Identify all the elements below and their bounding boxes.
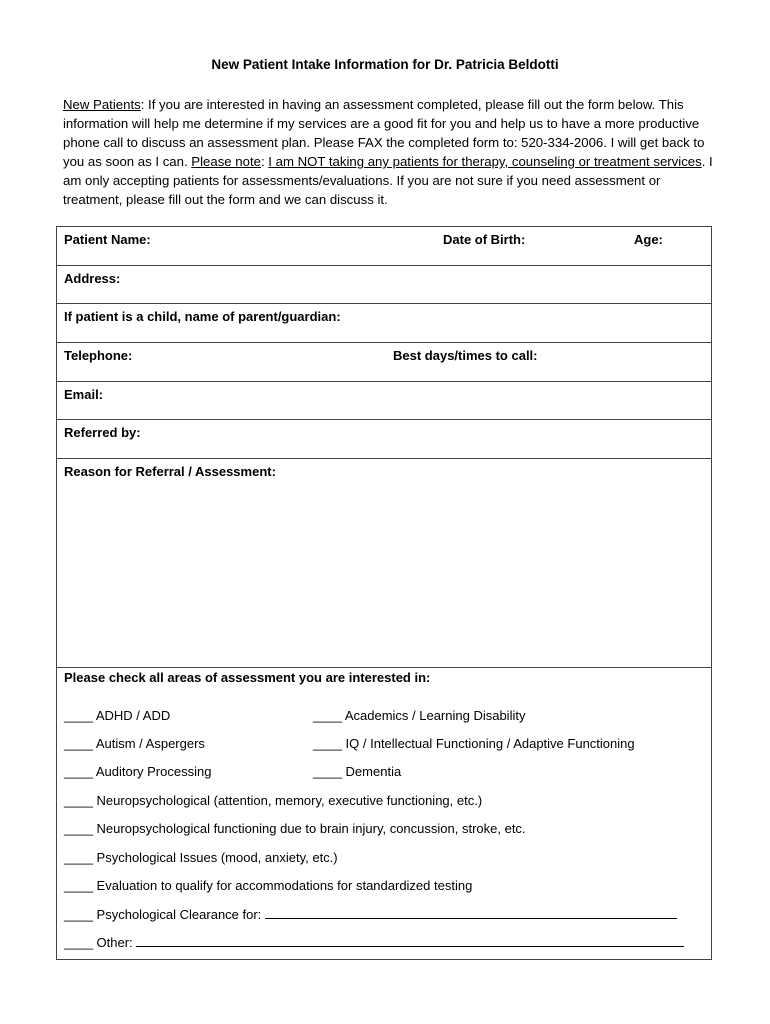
intake-form xyxy=(56,226,712,960)
check-label: Academics / Learning Disability xyxy=(344,708,526,723)
check-neuro[interactable] xyxy=(64,793,482,808)
telephone-label: Telephone: xyxy=(64,348,133,363)
check-blank: ____ xyxy=(64,708,93,723)
intro-colon: : xyxy=(260,154,269,169)
date-of-birth-label: Date of Birth: xyxy=(443,232,526,247)
email-label: Email: xyxy=(64,387,104,402)
new-patients-label: New Patients xyxy=(63,97,141,112)
check-label: Dementia xyxy=(345,764,402,779)
check-adhd[interactable] xyxy=(64,708,170,723)
row-address[interactable] xyxy=(57,266,711,304)
check-blank: ____ xyxy=(313,708,342,723)
referred-by-label: Referred by: xyxy=(64,425,141,440)
row-referred-by[interactable] xyxy=(57,420,711,459)
address-label: Address: xyxy=(64,271,121,286)
document-title: New Patient Intake Information for Dr. Patricia Beldotti xyxy=(211,57,559,72)
intro-text-1: : If you are interested in having an assessment completed, please fill out the form below. This information will help me determine if my services are a good fit for you and help us to have a more productive phone call to discuss an assessment plan. Please FAX the completed form to: 520-334-2006. I will get back to you as soon as I can. xyxy=(63,97,705,169)
check-blank: ____ xyxy=(64,821,93,836)
check-autism[interactable] xyxy=(64,736,205,751)
check-label: IQ / Intellectual Functioning / Adaptive Functioning xyxy=(345,736,635,751)
check-label: Auditory Processing xyxy=(95,764,212,779)
check-clearance[interactable] xyxy=(64,906,677,922)
check-label: Neuropsychological (attention, memory, executive functioning, etc.) xyxy=(96,793,483,808)
row-telephone[interactable] xyxy=(57,343,711,382)
other-fill-line[interactable] xyxy=(136,934,684,947)
check-label: Psychological Issues (mood, anxiety, etc.) xyxy=(96,850,338,865)
check-label: Psychological Clearance for: xyxy=(96,907,262,922)
patient-name-label: Patient Name: xyxy=(64,232,151,247)
row-parent-guardian[interactable] xyxy=(57,304,711,343)
check-other[interactable] xyxy=(64,934,684,950)
parent-guardian-label: If patient is a child, name of parent/guardian: xyxy=(64,309,341,324)
row-patient-name[interactable] xyxy=(57,227,711,266)
check-label: Evaluation to qualify for accommodations for standardized testing xyxy=(96,878,473,893)
check-blank: ____ xyxy=(64,736,93,751)
check-blank: ____ xyxy=(64,764,93,779)
check-blank: ____ xyxy=(64,935,93,950)
check-auditory[interactable] xyxy=(64,764,211,779)
check-psych-issues[interactable] xyxy=(64,850,338,865)
check-blank: ____ xyxy=(313,736,342,751)
best-times-label: Best days/times to call: xyxy=(393,348,538,363)
check-blank: ____ xyxy=(64,907,93,922)
check-accommodations[interactable] xyxy=(64,878,472,893)
check-blank: ____ xyxy=(64,850,93,865)
check-label: Autism / Aspergers xyxy=(95,736,205,751)
row-reason[interactable] xyxy=(57,459,711,668)
check-label: Other: xyxy=(96,935,133,950)
row-email[interactable] xyxy=(57,382,711,420)
check-blank: ____ xyxy=(64,793,93,808)
check-neuro-injury[interactable] xyxy=(64,821,526,836)
checklist-title: Please check all areas of assessment you are interested in: xyxy=(64,670,431,685)
age-label: Age: xyxy=(634,232,663,247)
intro-paragraph xyxy=(63,95,713,209)
please-note-label: Please note xyxy=(191,154,261,169)
check-academics[interactable] xyxy=(313,708,525,723)
reason-label: Reason for Referral / Assessment: xyxy=(64,464,276,479)
intro-text-2: . I am only accepting patients for assessments/evaluations. If you are not sure if you need assessment or treatment, please fill out the form and we can discuss it. xyxy=(63,154,713,207)
check-blank: ____ xyxy=(64,878,93,893)
check-iq[interactable] xyxy=(313,736,635,751)
check-label: ADHD / ADD xyxy=(95,708,171,723)
not-taking-notice: I am NOT taking any patients for therapy, counseling or treatment services xyxy=(268,154,702,169)
clearance-fill-line[interactable] xyxy=(265,906,677,919)
check-blank: ____ xyxy=(313,764,342,779)
check-label: Neuropsychological functioning due to brain injury, concussion, stroke, etc. xyxy=(96,821,526,836)
check-dementia[interactable] xyxy=(313,764,401,779)
